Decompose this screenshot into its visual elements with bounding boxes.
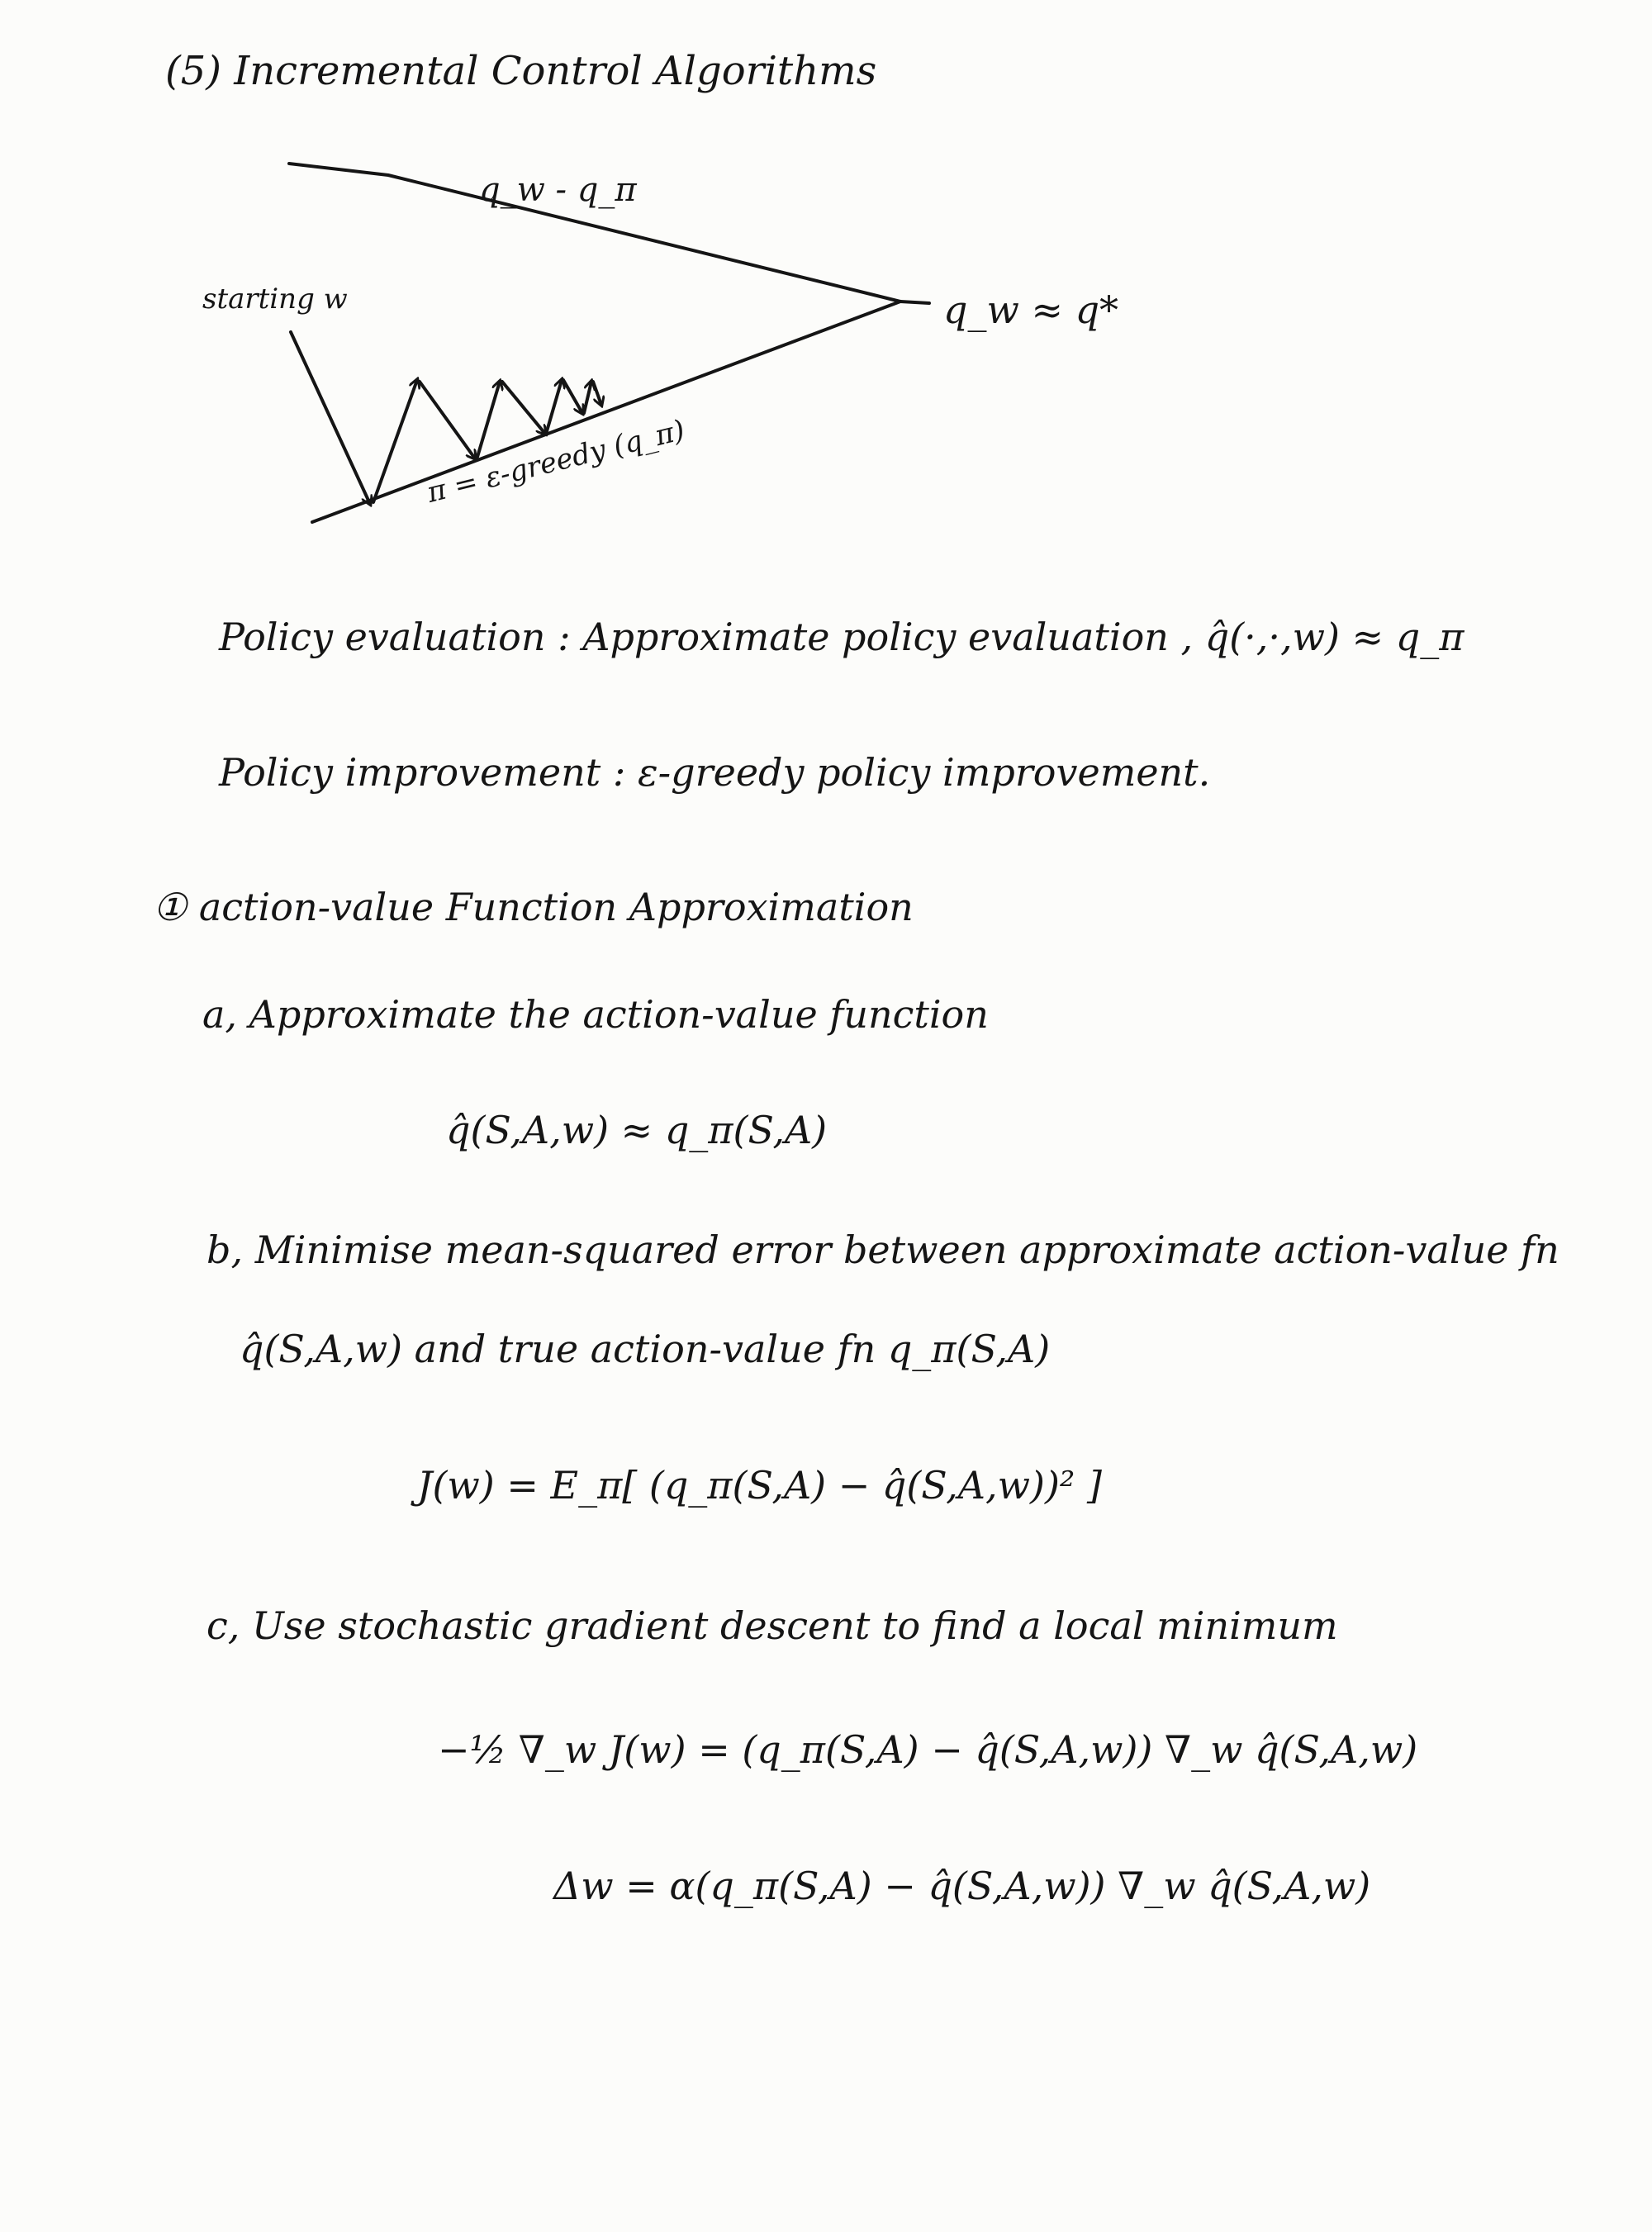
zigzag-arrow-8 — [584, 382, 591, 413]
zigzag-arrow-9 — [593, 382, 601, 405]
zigzag-arrow-1 — [291, 332, 370, 504]
diagram-bottom-label: π = ε-greedy (q_π) — [424, 413, 689, 510]
zigzag-arrow-5 — [502, 382, 545, 434]
diagram-end-label: q_w ≈ q* — [943, 287, 1119, 332]
end-pointer — [900, 302, 929, 303]
item-c-text: c, Use stochastic gradient descent to find a local minimum — [206, 1603, 1338, 1648]
diagram-top-label: q_w - q_π — [479, 171, 637, 209]
diagram-start-label: starting w — [202, 283, 348, 316]
item-b-text-line1: b, Minimise mean-squared error between approximate action-value fn — [206, 1228, 1559, 1272]
zigzag-arrow-3 — [420, 382, 475, 458]
item-c-equation-2: Δw = α(q_π(S,A) − q̂(S,A,w)) ∇_w q̂(S,A,w) — [553, 1864, 1371, 1908]
section-heading: ① action-value Function Approximation — [153, 885, 914, 929]
item-b-text-line2: q̂(S,A,w) and true action-value fn q_π(S,A) — [240, 1327, 1051, 1371]
lower-line — [312, 302, 900, 522]
item-a-equation: q̂(S,A,w) ≈ q_π(S,A) — [446, 1108, 828, 1152]
page-title: (5) Incremental Control Algorithms — [165, 48, 877, 94]
zigzag-arrow-6 — [547, 380, 562, 431]
zigzag-arrow-4 — [477, 382, 500, 457]
item-c-equation-1: −½ ∇_w J(w) = (q_π(S,A) − q̂(S,A,w)) ∇_w q̂(S,A,w) — [438, 1727, 1418, 1772]
item-a-text: a, Approximate the action-value function — [202, 992, 989, 1037]
item-b-equation: J(w) = E_π[ (q_π(S,A) − q̂(S,A,w))² ] — [417, 1463, 1102, 1508]
policy-evaluation-line: Policy evaluation : Approximate policy evaluation , q̂(·,·,w) ≈ q_π — [219, 615, 1464, 659]
zigzag-arrow-7 — [563, 380, 582, 413]
policy-improvement-line: Policy improvement : ε-greedy policy improvement. — [219, 750, 1211, 795]
